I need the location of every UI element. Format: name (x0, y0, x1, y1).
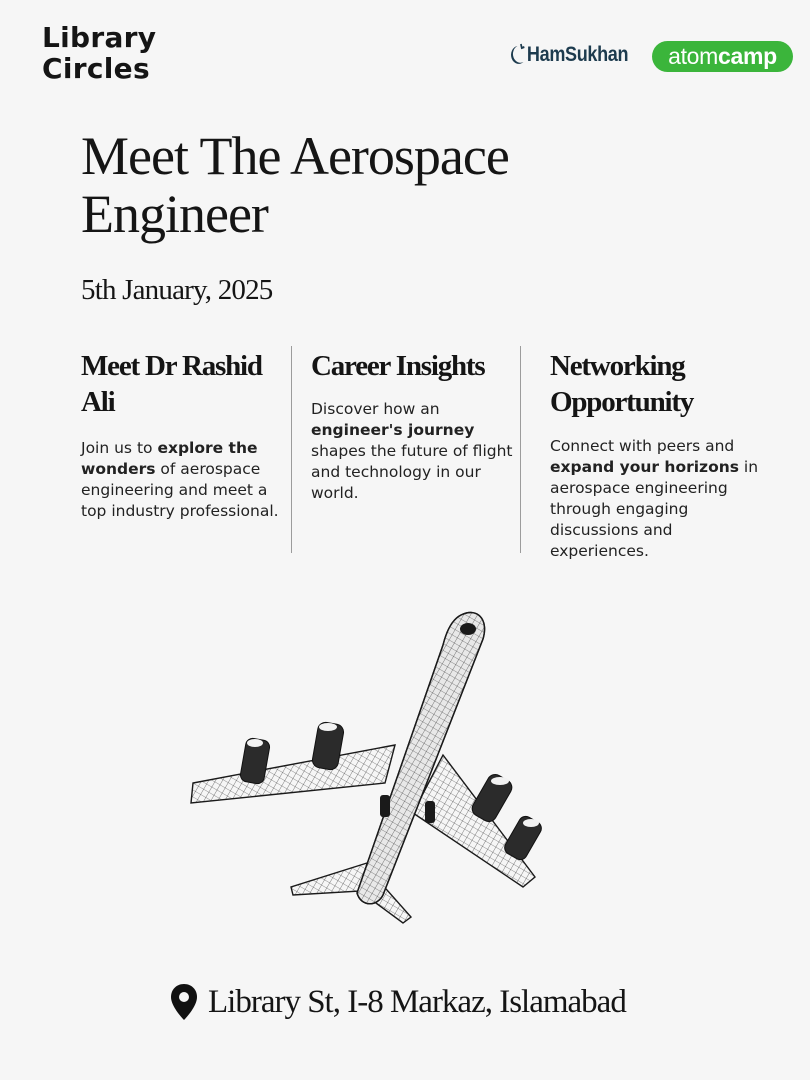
atomcamp-light: atom (668, 43, 719, 69)
title-line-2: Engineer (81, 184, 268, 244)
column-heading: Networking Opportunity (550, 350, 694, 418)
event-date: 5th January, 2025 (81, 274, 273, 306)
column-text: Connect with peers and expand your horizons in aerospace engineering through engaging discussions and experiences. (550, 437, 759, 560)
column-heading: Meet Dr Rashid Ali (81, 350, 262, 418)
brand-line-1: Library (42, 21, 157, 54)
atomcamp-bold: camp (718, 43, 777, 69)
event-title (81, 127, 601, 243)
atomcamp-logo (652, 41, 793, 72)
location-line (170, 980, 626, 1024)
column-networking (550, 348, 760, 562)
map-pin-icon (170, 983, 198, 1021)
column-career (311, 348, 521, 504)
hamsukhan-text: HamSukhan (526, 43, 629, 66)
hamsukhan-logo (508, 40, 628, 70)
location-text: Library St, I-8 Markaz, Islamabad (208, 983, 626, 1020)
column-divider (291, 346, 292, 553)
column-text: Join us to explore the wonders of aerospace engineering and meet a top industry professional. (81, 439, 279, 520)
column-heading: Career Insights (311, 350, 485, 382)
column-speaker (81, 348, 291, 522)
brand-line-2: Circles (42, 52, 150, 85)
title-line-1: Meet The Aerospace (81, 126, 509, 186)
crescent-icon (508, 43, 525, 67)
wireframe-airplane-image (185, 605, 545, 927)
column-text: Discover how an engineer's journey shapes the future of flight and technology in our world. (311, 400, 513, 502)
library-circles-logo (42, 22, 156, 84)
